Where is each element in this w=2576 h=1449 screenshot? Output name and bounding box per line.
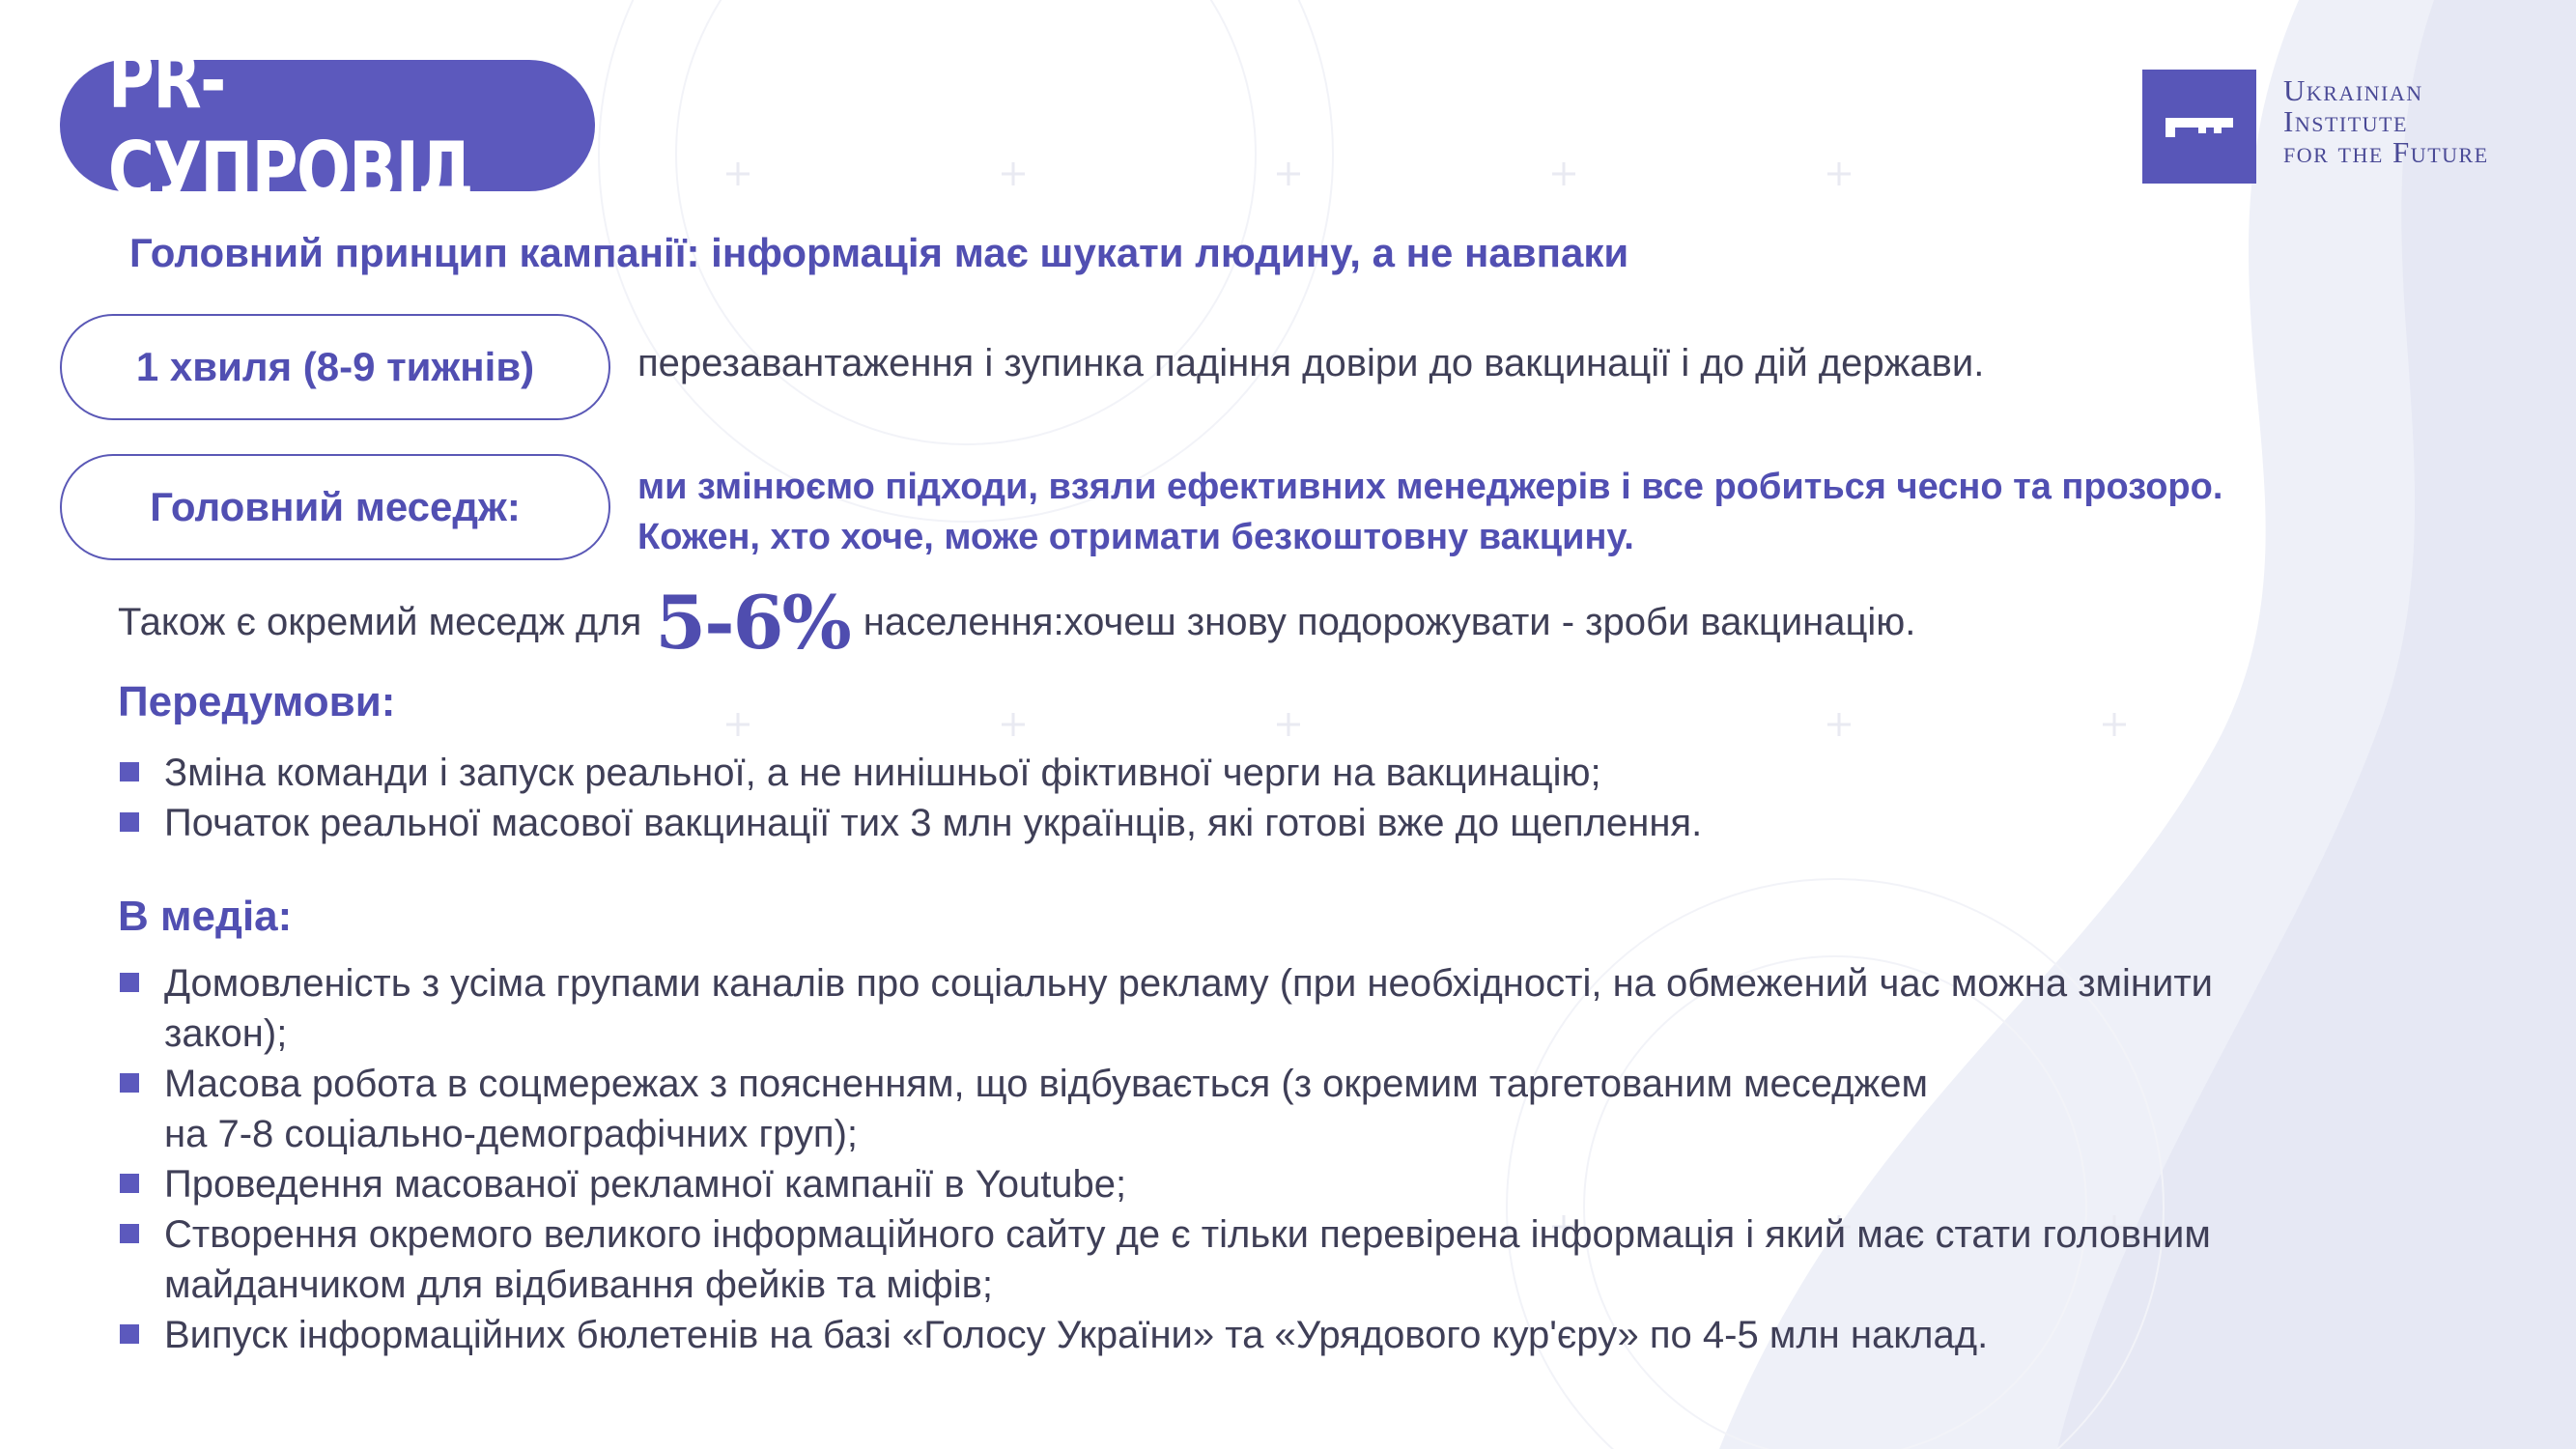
bullet-square	[120, 1073, 139, 1093]
bullet-square	[120, 1224, 139, 1243]
list-item: Масова робота в соцмережах з поясненням, що відбувається (з окремим таргетованим меседжем на 7-8 соціально-демографічних груп);	[118, 1059, 2213, 1159]
bullet-square	[120, 812, 139, 832]
logo-line-2: Institute	[2283, 104, 2408, 138]
logo-line-1: Ukrainian	[2283, 73, 2423, 107]
main-message-line-1: ми змінюємо підходи, взяли ефективних менеджерів і все робиться чесно та прозоро.	[637, 467, 2223, 507]
main-message-line-2: Кожен, хто хоче, може отримати безкоштовну вакцину.	[637, 517, 1634, 557]
list-item: Випуск інформаційних бюлетенів на базі «Голосу України» та «Урядового кур'єру» по 4-5 млн наклад.	[118, 1310, 2213, 1360]
preconditions-list	[118, 748, 1702, 848]
list-item: Домовленість з усіма групами каналів про соціальну рекламу (при необхідності, на обмежений час можна змінити закон);	[118, 958, 2213, 1059]
percent-highlight: 5-6%	[655, 580, 850, 666]
media-heading: В медіа:	[118, 893, 293, 940]
wave-label: 1 хвиля (8-9 тижнів)	[135, 344, 535, 389]
main-message-label-pill	[60, 454, 610, 560]
title-badge	[60, 36, 595, 215]
key-icon	[2142, 70, 2256, 184]
institute-logo	[2142, 70, 2489, 184]
preconditions-heading: Передумови:	[118, 678, 396, 725]
list-item: Проведення масованої рекламної кампанії в Youtube;	[118, 1159, 2213, 1209]
logo-text	[2283, 75, 2489, 168]
campaign-principle: Головний принцип кампанії: інформація має шукати людину, а не навпаки	[129, 230, 1629, 275]
separate-message-after: населення:хочеш знову подорожувати - зроби вакцинацію.	[863, 601, 1916, 643]
main-message-text	[637, 462, 2222, 562]
wave-label-pill	[60, 314, 610, 420]
bullet-square	[120, 1324, 139, 1344]
page-title: PR-СУПРОВІД	[107, 36, 473, 215]
bullet-square	[120, 762, 139, 781]
list-item: Зміна команди і запуск реальної, а не нинішньої фіктивної черги на вакцинацію;	[118, 748, 1702, 798]
logo-line-3: for the Future	[2283, 135, 2489, 169]
separate-message-before: Також є окремий меседж для	[118, 601, 642, 643]
list-item: Створення окремого великого інформаційного сайту де є тільки перевірена інформація і який має стати головним майданчиком для відбивання фейків та міфів;	[118, 1209, 2213, 1310]
bullet-square	[120, 1174, 139, 1193]
main-message-label: Головний меседж:	[150, 484, 521, 529]
list-item: Початок реальної масової вакцинації тих 3 млн українців, які готові вже до щеплення.	[118, 798, 1702, 848]
separate-message	[118, 580, 1915, 666]
bullet-square	[120, 973, 139, 992]
wave-description: перезавантаження і зупинка падіння довіри до вакцинації і до дій держави.	[637, 342, 1985, 384]
media-list	[118, 958, 2213, 1360]
